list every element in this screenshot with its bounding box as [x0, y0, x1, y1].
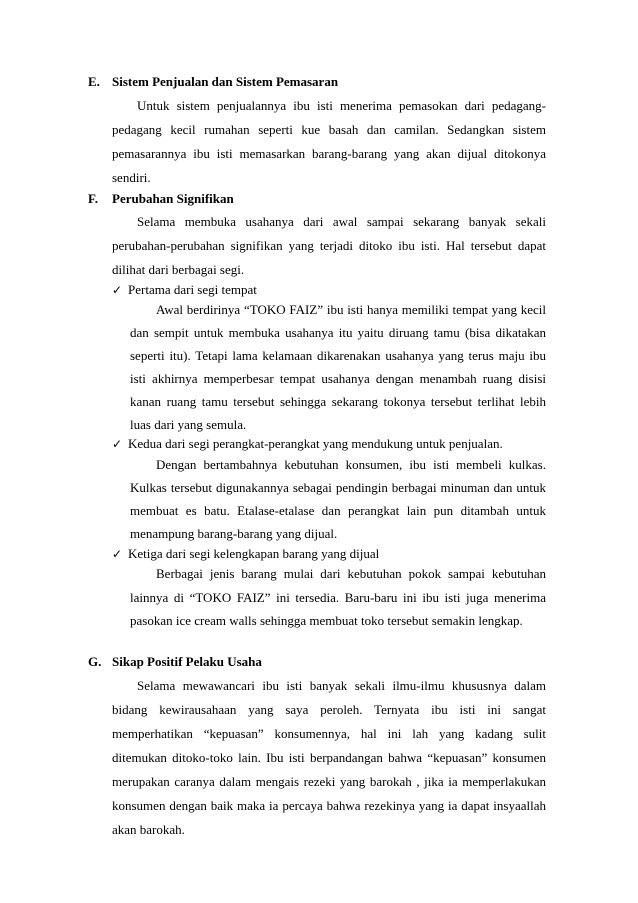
section-g-title: Sikap Positif Pelaku Usaha	[112, 654, 262, 669]
section-g-line-3: memperhatikan “kepuasan” konsumennya, hal ini lah yang kadang sulit	[112, 726, 546, 741]
section-g-line-4: ditemukan ditoko-toko lain. Ibu isti berpandangan bahwa “kepuasan” konsumen	[112, 750, 546, 765]
point-2-line-3: membuat es batu. Etalase-etalase dan perangkat lain pun ditambah untuk	[130, 503, 546, 518]
section-g-letter: G.	[88, 654, 102, 669]
section-g-line-1: Selama mewawancari ibu isti banyak sekali ilmu-ilmu khususnya dalam	[137, 678, 546, 693]
point-3-line-3: pasokan ice cream walls sehingga membuat toko tersebut semakin lengkap.	[130, 613, 523, 628]
section-e-line-2: pedagang kecil rumahan seperti kue basah dan camilan. Sedangkan sistem	[112, 122, 546, 137]
point-2-line-4: menampung barang-barang yang dijual.	[130, 526, 338, 541]
point-2-heading	[112, 436, 503, 452]
checkmark-icon: ✓	[112, 437, 123, 451]
point-3-heading	[112, 546, 379, 562]
section-e-heading	[88, 74, 338, 90]
point-1-title: Pertama dari segi tempat	[128, 282, 257, 297]
section-e-line-3: pemasarannya ibu isti memasarkan barang-barang yang akan dijual ditokonya	[112, 146, 546, 161]
section-g-line-5: merupakan caranya dalam mengais rezeki yang barokah , jika ia memperlakukan	[112, 774, 546, 789]
point-1-heading	[112, 282, 257, 298]
point-3-title: Ketiga dari segi kelengkapan barang yang dijual	[128, 546, 380, 561]
section-f-line-1: Selama membuka usahanya dari awal sampai sekarang banyak sekali	[137, 214, 546, 229]
point-1-line-3: seperti itu). Tetapi lama kelamaan dikarenakan usahanya yang terus maju ibu	[130, 348, 546, 363]
section-e-title: Sistem Penjualan dan Sistem Pemasaran	[112, 74, 339, 89]
checkmark-icon: ✓	[112, 283, 123, 297]
section-e-letter: E.	[88, 74, 100, 89]
section-f-title: Perubahan Signifikan	[112, 191, 234, 206]
section-g-line-6: konsumen dengan baik maka ia percaya bahwa rezekinya yang ia dapat insyaallah	[112, 798, 546, 813]
point-1-line-5: kanan ruang tamu tersebut sehingga sekarang tokonya tersebut terlihat lebih	[130, 394, 546, 409]
section-g-heading	[88, 654, 262, 670]
point-1-line-4: isti akhirnya memperbesar tempat usahanya dengan menambah ruang disisi	[130, 371, 546, 386]
point-2-line-1: Dengan bertambahnya kebutuhan konsumen, ibu isti membeli kulkas.	[156, 457, 546, 472]
section-e-line-1: Untuk sistem penjualannya ibu isti menerima pemasokan dari pedagang-	[137, 98, 546, 113]
section-f-line-3: dilihat dari berbagai segi.	[112, 262, 245, 277]
point-3-line-1: Berbagai jenis barang mulai dari kebutuhan pokok sampai kebutuhan	[156, 566, 546, 581]
point-1-line-1: Awal berdirinya “TOKO FAIZ” ibu isti hanya memiliki tempat yang kecil	[156, 302, 546, 317]
section-f-line-2: perubahan-perubahan signifikan yang terjadi ditoko ibu isti. Hal tersebut dapat	[112, 238, 546, 253]
point-2-line-2: Kulkas tersebut digunakannya sebagai pendingin berbagai minuman dan untuk	[130, 480, 546, 495]
point-2-title: Kedua dari segi perangkat-perangkat yang mendukung untuk penjualan.	[128, 436, 503, 451]
section-f-heading	[88, 191, 234, 207]
section-e-line-4: sendiri.	[112, 170, 151, 185]
point-1-line-2: dan sempit untuk membuka usahanya itu yaitu diruang tamu (bisa dikatakan	[130, 325, 546, 340]
section-f-letter: F.	[88, 191, 98, 206]
section-g-line-2: bidang kewirausahaan yang saya peroleh. Ternyata ibu isti ini sangat	[112, 702, 546, 717]
section-g-line-7: akan barokah.	[112, 822, 185, 837]
point-3-line-2: lainnya di “TOKO FAIZ” ini tersedia. Baru-baru ini ibu isti juga menerima	[130, 590, 546, 605]
checkmark-icon: ✓	[112, 547, 123, 561]
point-1-line-6: luas dari yang semula.	[130, 417, 247, 432]
